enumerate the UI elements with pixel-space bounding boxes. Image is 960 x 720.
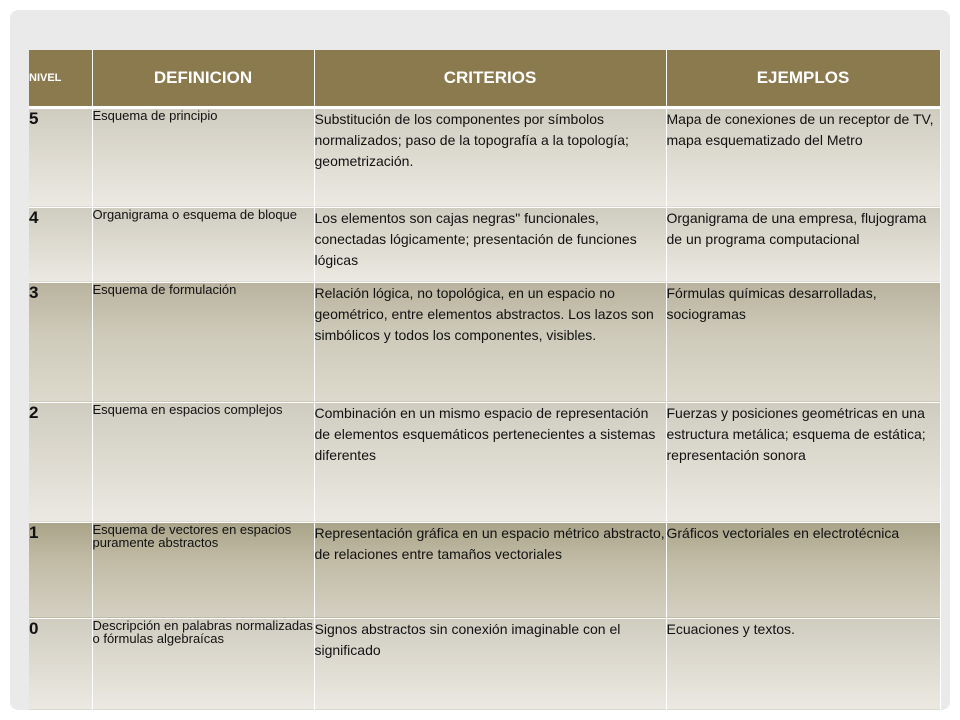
definition-cell: Esquema de vectores en espacios puramente abstractos <box>92 522 314 618</box>
criteria-cell: Combinación en un mismo espacio de representación de elementos esquemáticos pertenecientes a sistemas diferentes <box>314 402 666 522</box>
header-definicion: DEFINICION <box>92 50 314 107</box>
criteria-cell: Relación lógica, no topológica, en un espacio no geométrico, entre elementos abstractos. Los lazos son simbólicos y todos los componentes, visibles. <box>314 282 666 402</box>
examples-cell: Gráficos vectoriales en electrotécnica <box>666 522 940 618</box>
examples-cell: Fórmulas químicas desarrolladas, sociogramas <box>666 282 940 402</box>
header-criterios: CRITERIOS <box>314 50 666 107</box>
criteria-cell: Signos abstractos sin conexión imaginable con el significado <box>314 618 666 710</box>
definition-cell: Organigrama o esquema de bloque <box>92 207 314 282</box>
level-cell: 4 <box>29 207 92 282</box>
table-row <box>29 207 940 282</box>
table-row <box>29 107 940 207</box>
table-row <box>29 522 940 618</box>
header-ejemplos: EJEMPLOS <box>666 50 940 107</box>
examples-cell: Fuerzas y posiciones geométricas en una estructura metálica; esquema de estática; representación sonora <box>666 402 940 522</box>
examples-cell: Organigrama de una empresa, flujograma de un programa computacional <box>666 207 940 282</box>
definition-cell: Descripción en palabras normalizadas o fórmulas algebraícas <box>92 618 314 710</box>
examples-cell: Mapa de conexiones de un receptor de TV, mapa esquematizado del Metro <box>666 107 940 207</box>
definition-cell: Esquema en espacios complejos <box>92 402 314 522</box>
level-cell: 5 <box>29 107 92 207</box>
criteria-cell: Substitución de los componentes por símbolos normalizados; paso de la topografía a la topología; geometrización. <box>314 107 666 207</box>
schema-levels-table <box>29 50 941 711</box>
table-row <box>29 618 940 710</box>
table-header-row <box>29 50 940 107</box>
level-cell: 0 <box>29 618 92 710</box>
definition-cell: Esquema de principio <box>92 107 314 207</box>
criteria-cell: Los elementos son cajas negras" funcionales, conectadas lógicamente; presentación de funciones lógicas <box>314 207 666 282</box>
header-nivel: NIVEL <box>29 50 92 107</box>
table-row <box>29 282 940 402</box>
table-row <box>29 402 940 522</box>
level-cell: 1 <box>29 522 92 618</box>
examples-cell: Ecuaciones y textos. <box>666 618 940 710</box>
criteria-cell: Representación gráfica en un espacio métrico abstracto, de relaciones entre tamaños vectoriales <box>314 522 666 618</box>
level-cell: 3 <box>29 282 92 402</box>
definition-cell: Esquema de formulación <box>92 282 314 402</box>
level-cell: 2 <box>29 402 92 522</box>
